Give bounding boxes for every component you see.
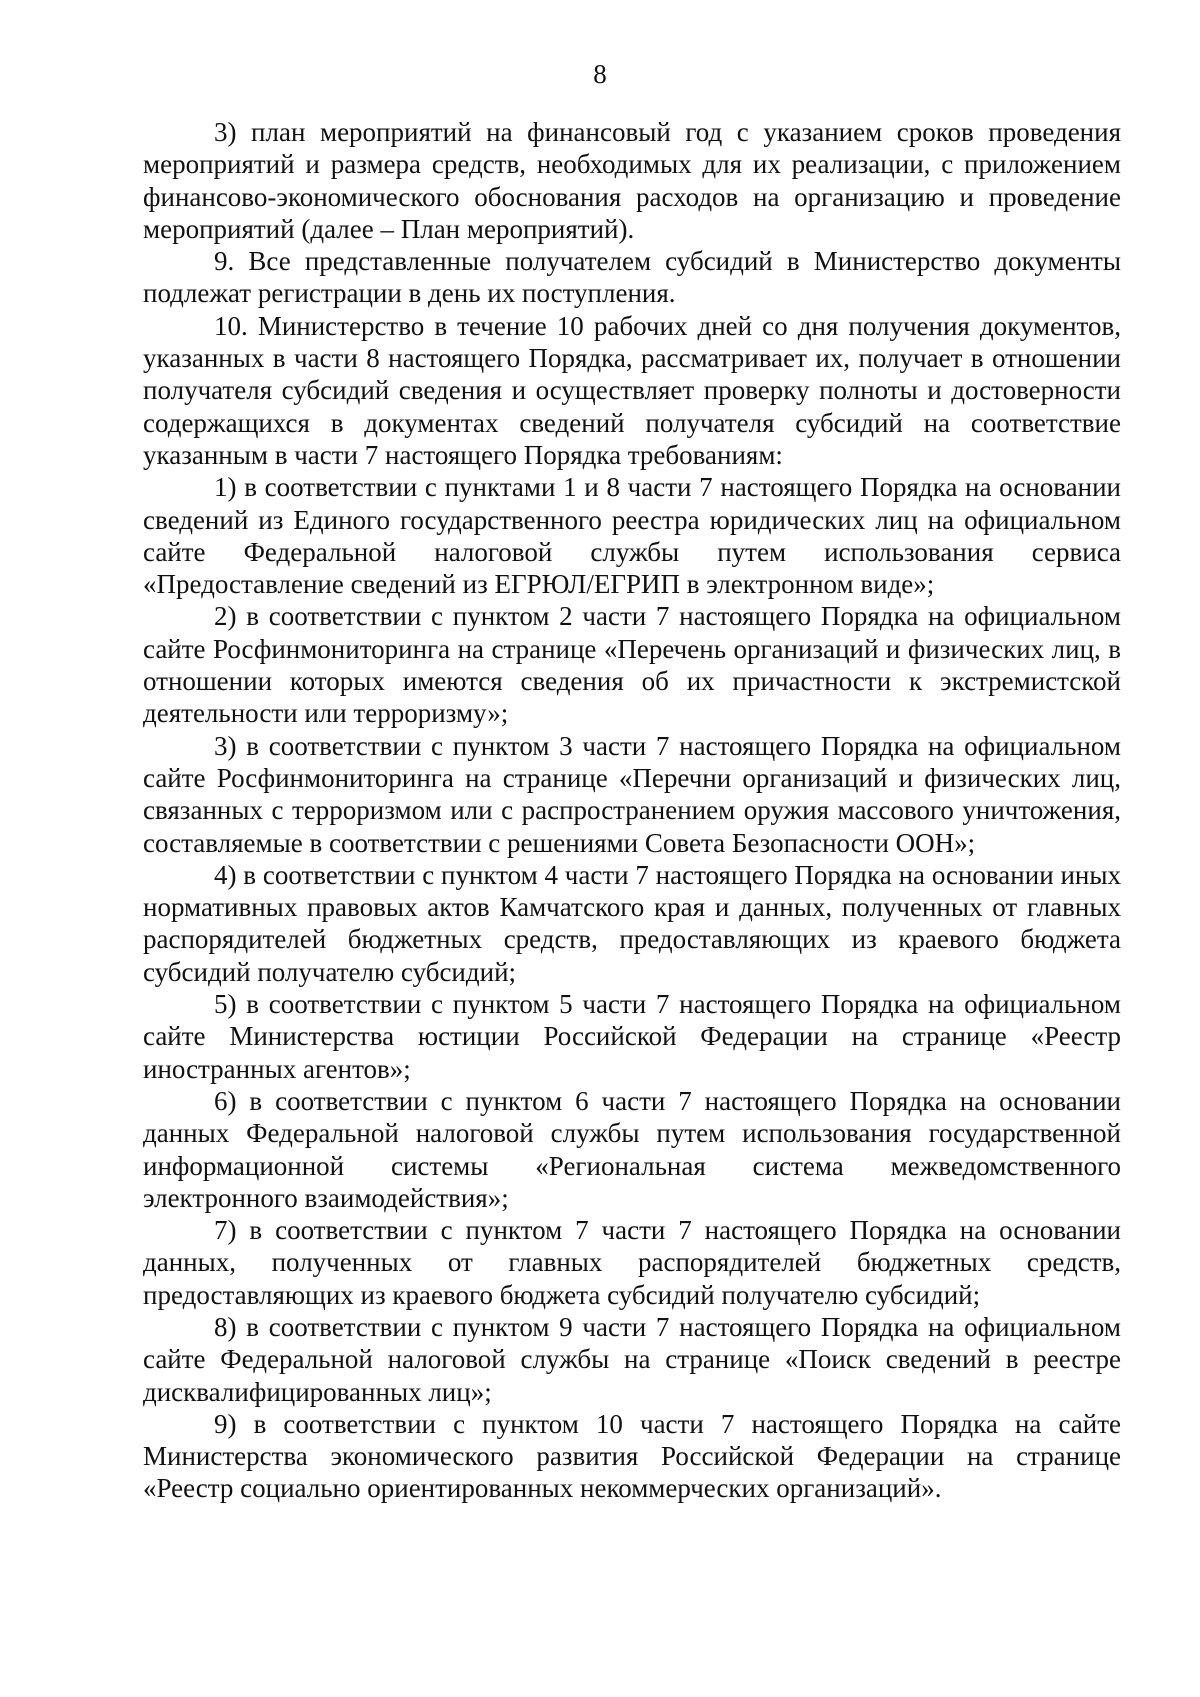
paragraph-9-registration: 9. Все представленные получателем субсидий в Министерство документы подлежат регистрации в день их поступления. (143, 246, 1121, 309)
list-item-3-terrorism: 3) в соответствии с пунктом 3 части 7 настоящего Порядка на официальном сайте Росфинмониторинга на странице «Перечни организаций и физических лиц, связанных с терроризмом или с распространением оружия массового уничтожения, составляемые в соответствии с решениями Совета Безопасности ООН»; (143, 730, 1121, 858)
paragraph-10-verification: 10. Министерство в течение 10 рабочих дней со дня получения документов, указанных в части 8 настоящего Порядка, рассматривает их, получает в отношении получателя субсидий сведения и осуществляет проверку полноты и достоверности содержащихся в документах сведений получателя субсидий на соответствие указанным в части 7 настоящего Порядка требованиям: (143, 310, 1121, 470)
page-number: 8 (593, 59, 607, 89)
document-body (143, 116, 1121, 1505)
list-item-9-nko-registry: 9) в соответствии с пунктом 10 части 7 настоящего Порядка на сайте Министерства экономического развития Российской Федерации на странице «Реестр социально ориентированных некоммерческих организаций». (143, 1408, 1121, 1504)
list-item-6-interagency: 6) в соответствии с пунктом 6 части 7 настоящего Порядка на основании данных Федеральной налоговой службы путем использования государственной информационной системы «Региональная система межведомственного электронного взаимодействия»; (143, 1085, 1121, 1213)
list-item-8-disqualified: 8) в соответствии с пунктом 9 части 7 настоящего Порядка на официальном сайте Федеральной налоговой службы на странице «Поиск сведений в реестре дисквалифицированных лиц»; (143, 1311, 1121, 1407)
list-item-4-regional-acts: 4) в соответствии с пунктом 4 части 7 настоящего Порядка на основании иных нормативных правовых актов Камчатского края и данных, полученных от главных распорядителей бюджетных средств, предоставляющих из краевого бюджета субсидий получателю субсидий; (143, 859, 1121, 987)
list-item-1-egrul: 1) в соответствии с пунктами 1 и 8 части 7 настоящего Порядка на основании сведений из Единого государственного реестра юридических лиц на официальном сайте Федеральной налоговой службы путем использования сервиса «Предоставление сведений из ЕГРЮЛ/ЕГРИП в электронном виде»; (143, 472, 1121, 600)
list-item-2-extremism: 2) в соответствии с пунктом 2 части 7 настоящего Порядка на официальном сайте Росфинмониторинга на странице «Перечень организаций и физических лиц, в отношении которых имеются сведения об их причастности к экстремистской деятельности или терроризму»; (143, 601, 1121, 729)
paragraph-plan-of-events: 3) план мероприятий на финансовый год с указанием сроков проведения мероприятий и размера средств, необходимых для их реализации, с приложением финансово-экономического обоснования расходов на организацию и проведение мероприятий (далее – План мероприятий). (143, 117, 1121, 244)
list-item-5-foreign-agents: 5) в соответствии с пунктом 5 части 7 настоящего Порядка на официальном сайте Министерства юстиции Российской Федерации на странице «Реестр иностранных агентов»; (143, 989, 1121, 1084)
list-item-7-budget-funds: 7) в соответствии с пунктом 7 части 7 настоящего Порядка на основании данных, полученных от главных распорядителей бюджетных средств, предоставляющих из краевого бюджета субсидий получателю субсидий; (143, 1215, 1121, 1310)
